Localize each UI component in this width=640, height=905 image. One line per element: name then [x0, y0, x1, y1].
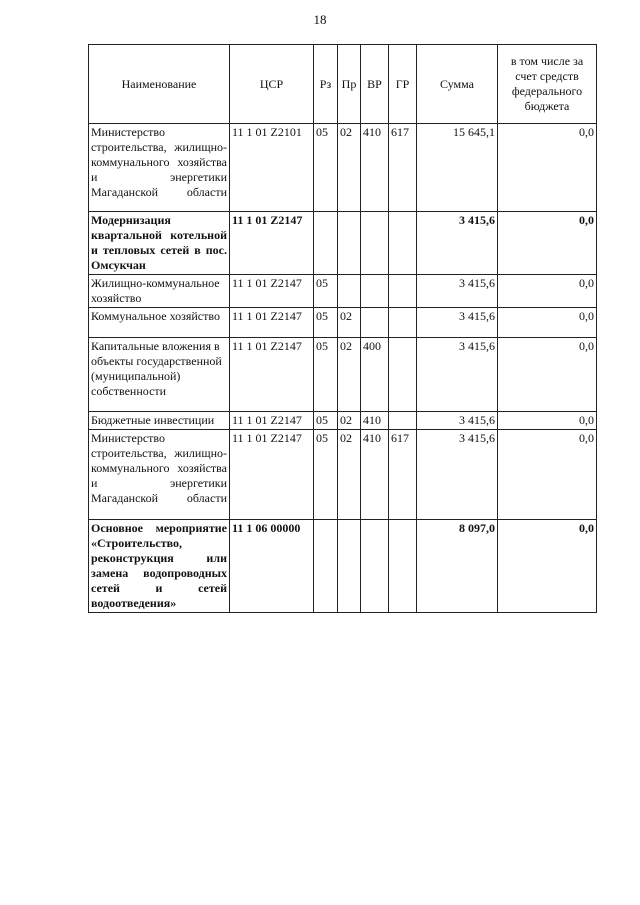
- row-pr: 02: [338, 124, 361, 212]
- row-name: Жилищно-коммунальное хозяйство: [89, 275, 230, 308]
- row-rz: 05: [314, 308, 338, 338]
- row-rz: 05: [314, 124, 338, 212]
- row-gr: [389, 308, 417, 338]
- header-name: Наименование: [89, 45, 230, 124]
- row-csr: 11 1 06 00000: [230, 520, 314, 613]
- header-sum: Сумма: [417, 45, 498, 124]
- row-vr: 410: [361, 430, 389, 520]
- row-rz: 05: [314, 430, 338, 520]
- row-pr: [338, 212, 361, 275]
- row-csr: 11 1 01 Z2147: [230, 430, 314, 520]
- table-row: [89, 124, 597, 212]
- row-gr: [389, 275, 417, 308]
- row-pr: [338, 520, 361, 613]
- row-federal: 0,0: [498, 338, 597, 412]
- row-federal: 0,0: [498, 212, 597, 275]
- budget-table: [88, 44, 597, 613]
- row-vr: [361, 308, 389, 338]
- row-sum: 15 645,1: [417, 124, 498, 212]
- table-row: [89, 308, 597, 338]
- row-vr: [361, 212, 389, 275]
- row-name: Министерство строительства, жилищно-коммунального хозяйства и энергетики Магаданской области: [89, 124, 230, 212]
- row-sum: 8 097,0: [417, 520, 498, 613]
- row-rz: 05: [314, 338, 338, 412]
- row-gr: [389, 412, 417, 430]
- row-vr: 400: [361, 338, 389, 412]
- row-federal: 0,0: [498, 275, 597, 308]
- row-federal: 0,0: [498, 520, 597, 613]
- row-gr: [389, 338, 417, 412]
- row-federal: 0,0: [498, 430, 597, 520]
- table-row: [89, 430, 597, 520]
- row-vr: 410: [361, 124, 389, 212]
- row-pr: 02: [338, 338, 361, 412]
- row-csr: 11 1 01 Z2147: [230, 338, 314, 412]
- row-name: Капитальные вложения в объекты государственной (муниципальной) собственности: [89, 338, 230, 412]
- table-row: [89, 212, 597, 275]
- row-vr: 410: [361, 412, 389, 430]
- table-header-row: [89, 45, 597, 124]
- header-rz: Рз: [314, 45, 338, 124]
- row-pr: 02: [338, 412, 361, 430]
- header-gr: ГР: [389, 45, 417, 124]
- row-pr: [338, 275, 361, 308]
- row-name: Министерство строительства, жилищно-коммунального хозяйства и энергетики Магаданской области: [89, 430, 230, 520]
- header-vr: ВР: [361, 45, 389, 124]
- row-rz: [314, 212, 338, 275]
- row-csr: 11 1 01 Z2147: [230, 212, 314, 275]
- row-sum: 3 415,6: [417, 338, 498, 412]
- row-csr: 11 1 01 Z2147: [230, 412, 314, 430]
- table-row: [89, 520, 597, 613]
- row-name: Коммунальное хозяйство: [89, 308, 230, 338]
- header-federal: в том числе за счет средств федерального бюджета: [498, 45, 597, 124]
- header-pr: Пр: [338, 45, 361, 124]
- row-federal: 0,0: [498, 124, 597, 212]
- row-gr: [389, 212, 417, 275]
- header-csr: ЦСР: [230, 45, 314, 124]
- row-csr: 11 1 01 Z2147: [230, 275, 314, 308]
- table-row: [89, 338, 597, 412]
- table-row: [89, 412, 597, 430]
- row-csr: 11 1 01 Z2101: [230, 124, 314, 212]
- row-rz: [314, 520, 338, 613]
- row-name: Основное мероприятие «Строительство, реконструкция или замена водопроводных сетей и сетей водоотведения»: [89, 520, 230, 613]
- row-sum: 3 415,6: [417, 412, 498, 430]
- row-csr: 11 1 01 Z2147: [230, 308, 314, 338]
- row-rz: 05: [314, 275, 338, 308]
- row-sum: 3 415,6: [417, 212, 498, 275]
- row-federal: 0,0: [498, 308, 597, 338]
- row-vr: [361, 520, 389, 613]
- row-pr: 02: [338, 308, 361, 338]
- page-number: 18: [313, 12, 327, 27]
- row-name: Модернизация квартальной котельной и тепловых сетей в пос. Омсукчан: [89, 212, 230, 275]
- row-rz: 05: [314, 412, 338, 430]
- row-gr: [389, 520, 417, 613]
- table-row: [89, 275, 597, 308]
- row-vr: [361, 275, 389, 308]
- row-sum: 3 415,6: [417, 430, 498, 520]
- row-name: Бюджетные инвестиции: [89, 412, 230, 430]
- row-pr: 02: [338, 430, 361, 520]
- row-sum: 3 415,6: [417, 275, 498, 308]
- row-federal: 0,0: [498, 412, 597, 430]
- row-gr: 617: [389, 124, 417, 212]
- row-gr: 617: [389, 430, 417, 520]
- row-sum: 3 415,6: [417, 308, 498, 338]
